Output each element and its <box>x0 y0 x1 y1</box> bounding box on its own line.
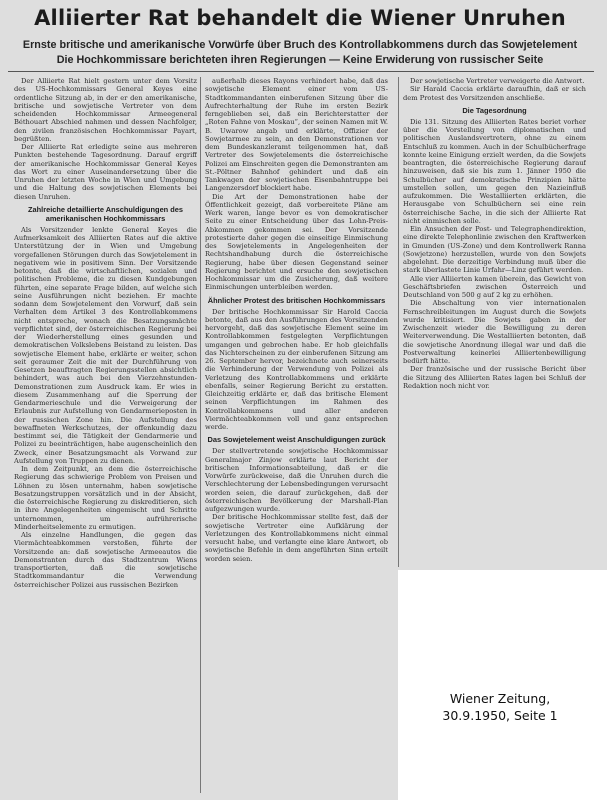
paragraph: Der sowjetische Vertreter verweigerte die Antwort. <box>410 77 585 85</box>
caption-background <box>398 570 607 800</box>
paragraph: Die Abschaltung von vier internationalen Fernschreibleitungen im August durch die Sowjets wurde kritisiert. Die Sowjets gaben in der Zwischenzeit wieder die Bewilligung zu deren Weiterverwendung. Die Westalliierten betonten, daß die sowjetische Anordnung illegal war und daß die Postverwaltung keinerlei Alliiertenbewilligung bedürft hätte. <box>403 299 586 365</box>
article-column-1 <box>14 77 197 795</box>
section-heading: Das Sowjetelement weist Anschuldigungen zurück <box>207 435 386 445</box>
column-divider-1 <box>200 77 201 793</box>
section-heading: Zahlreiche detaillierte Anschuldigungen des amerikanischen Hochkommissars <box>28 204 183 223</box>
paragraph: Die 131. Sitzung des Alliierten Rates beriet vorher über die Vorstellung von diplomatischen und politischen Auslandsvertretern, ohne zu einem Entschluß zu kommen. Auch in der Schulbücherfrage konnte keine Einigung erzielt werden, da die Sowjets beantragten, die österreichische Regierung darauf hinzuweisen, daß sie bis zum 1. Jänner 1950 die Schulbücher auf demokratische Prinzipien hätte umstellen sollen, um gegen den Nazieinfluß aufzukommen. Die Westalliierten erklärten, die Herausgabe von Schulbüchern sei eine rein österreichische Sache, in die sich der Alliierte Rat nicht einmischen solle. <box>403 117 586 225</box>
subheadline-1: Ernste britische und amerikanische Vorwürfe über Bruch des Kontrollabkommens durch das Sowjetelement <box>22 39 578 51</box>
article-column-3 <box>403 77 586 567</box>
paragraph: In dem Zeitpunkt, an dem die österreichische Regierung das schwierige Problem von Preisen und Löhnen zu lösen unternahm, haben sowjetische Besatzungstruppen vorsätzlich und in der Absicht, die österreichische Regierung zu diskreditieren, sich in ihre Angelegenheiten eingemischt und Schritte unternommen, um aufrührerische Minderheitselemente zu ermutigen. <box>14 465 197 531</box>
paragraph: Der stellvertretende sowjetische Hochkommissar Generalmajor Zinjow erklärte laut Bericht der britischen Informationsabteilung, daß er die Vorwürfe zurückweise, daß die Unruhen durch die Verschlechterung der Lebensbedingungen verursacht worden seien, die darauf zurückgehen, daß der österreichischen Bevölkerung der Marshall-Plan aufgezwungen wurde. <box>205 447 388 513</box>
paragraph: Der Alliierte Rat hielt gestern unter dem Vorsitz des US-Hochkommissars General Keyes eine ordentliche Sitzung ab, in der er den amerikanische, britische und sowjetische Vertreter von dem scheidenden Hochkommissar Armeegeneral Béthouart Abschied nahmen und dessen Nachfolger, den zivilen französischen Hochkommissar Payart, begrüßten. <box>14 77 197 143</box>
paragraph: Der britische Hochkommissar stellte fest, daß der sowjetische Vertreter eine Aufklärung der Verletzungen des Kontrollabkommens nicht einmal versucht habe, und verlangte eine klare Antwort, ob sowjetische Befehle in dem angeführten Sinn erteilt worden seien. <box>205 513 388 563</box>
paragraph: Als einzelne Handlungen, die gegen das Viermächteabkommen verstoßen, führte der Vorsitzende an: daß sowjetische Armeeautos die Demonstranten durch das Stadtzentrum Wiens transportierten, daß die sowjetische Stadtkommandantur die Verwendung österreichischer Polizei aus russischen Bezirken <box>14 531 197 589</box>
caption-line-2: 30.9.1950, Seite 1 <box>442 708 558 723</box>
caption-line-1: Wiener Zeitung, <box>449 691 551 706</box>
paragraph: Als Vorsitzender lenkte General Keyes die Aufmerksamkeit des Alliierten Rates auf die aktive Unterstützung der in Wien und Umgebung vorgefallenen Störungen durch das Sowjetelement in negativem wie in positivem Sinn. Der Vorsitzende betonte, daß die wirtschaftlichen, sozialen und politischen Probleme, die zu diesen Kundgebungen führten, eine separate Frage bilden, auf welche sich seine Ausführungen nicht beziehen. Er machte sodann dem Sowjetelement den Vorwurf, daß sein Verhalten dem Artikel 3 des Kontrollabkommens nicht entspreche, wonach die Besatzungsmächte verpflichtet sind, der österreichischen Regierung bei der Wiederherstellung eines gesunden und demokratischen Volkslebens Beistand zu leisten. Das sowjetische Element habe, erklärte er weiter, schon seit geraumer Zeit die mit der Durchführung von Gesetzen beauftragten Regierungsstellen absichtlich behindert, was auch bei den Vierzehnstunden-Demonstrationen zum Ausdruck kam. Er wies in diesem Zusammenhang auf die Sperrung der Gendarmerieschule und die Verweigerung der Erlaubnis zur Aufstellung von Gendarmerieposten in der russischen Zone hin. Die Aufstellung des bewaffneten Werkschutzes, der offenkundig dazu bestimmt sei, die Tätigkeit der Gendarmerie und Polizei zu beeinträchtigen, habe augenscheinlich den Zweck, einer Besatzungsmacht als Vorwand zur Aufstellung von Truppen zu dienen. <box>14 225 197 465</box>
paragraph: Der britische Hochkommissar Sir Harold Caccia betonte, daß aus den Ausführungen des Vorsitzenden hervorgeht, daß das sowjetische Element seine im Kontrollabkommen festgelegten Verpflichtungen umgangen und gebrochen habe. Er hob gleichfalls das Nichterscheinen zu der einberufenen Sitzung am 26. September hervor, bezeichnete auch seinerseits die Verhinderung der Verwendung von Polizei als Verletzung des Kontrollabkommens und erklärte ebenfalls, seiner Regierung Bericht zu erstatten. Gleichzeitig erklärte er, daß das britische Element seinen Verpflichtungen im Rahmen des Kontrollabkommens und aller anderen Viermächteabkommen voll und ganz entsprechen werde. <box>205 307 388 431</box>
source-caption <box>420 690 580 724</box>
subheadline-2: Die Hochkommissare berichteten ihren Regierungen — Keine Erwiderung von russischer Seite <box>56 54 544 66</box>
section-heading: Die Tagesordnung <box>462 105 527 115</box>
paragraph: Die Art der Demonstrationen habe der Öffentlichkeit gezeigt, daß vorbereitete Pläne am Werk waren, lange bevor es von demokratischer Seite zu einer Entscheidung über das Lohn-Preis-Abkommen gekommen sei. Der Vorsitzende protestierte daher gegen die einseitige Einmischung des Sowjetelements in Angelegenheiten der Rechtshandhabung durch die österreichische Regierung, habe über diesen Gegenstand seiner Regierung berichtet und ersuche den sowjetischen Hochkommissar um die Zusicherung, daß weitere Einmischungen unterbleiben werden. <box>205 192 388 292</box>
header-rule <box>8 71 594 72</box>
article-column-2 <box>205 77 388 795</box>
column-divider-2 <box>398 77 399 567</box>
paragraph: Sir Harald Caccia erklärte daraufhin, daß er sich dem Protest des Vorsitzenden anschließe. <box>403 85 586 102</box>
paragraph: außerhalb dieses Rayons verhindert habe, daß das sowjetische Element einer vom US-Stadtkommandanten einberufenen Sitzung über die Aufrechterhaltung der Ruhe im ersten Bezirk ferngeblieben sei, daß ein Berichterstatter der „Roten Fahne von Moskau“, der seinen Namen mit W. B. Uwarow angab und erklärte, Offizier der Sowjetarmee zu sein, an den Demonstrationen vor dem Bundeskanzleramt teilgenommen hat, daß Vertreter des Sowjetelements die österreichische Polizei am Einschreiten gegen die Demonstranten am St.-Pöltner Bahnhof gehindert und daß ein Tankwagen der sowjetischen Eisenbahntruppe bei Langenzersdorf blockiert habe. <box>205 77 388 193</box>
paragraph: Alle vier Alliierten kamen überein, das Gewicht von Geschäftsbriefen zwischen Österreich und Deutschland von 500 g auf 2 kg zu erhöhen. <box>403 274 586 299</box>
paragraph: Ein Ansuchen der Post- und Telegraphendirektion, eine direkte Telephonlinie zwischen den Kraftwerken in Gmunden (US-Zone) und dem Kontrollwerk Ranna (Sowjetzone) herzustellen, wurde von den Sowjets abgelehnt. Die derzeitige Verbindung muß über die stark überlastete Linie Urfahr—Linz geführt werden. <box>403 225 586 275</box>
paragraph: Der Alliierte Rat erledigte seine aus mehreren Punkten bestehende Tagesordnung. Darauf ergriff der amerikanische Hochkommissar General Keyes das Wort zu einer Auseinandersetzung über die Unruhen der letzten Woche in Wien und Umgebung und die Haltung des sowjetischen Elements bei diesen Unruhen. <box>14 143 197 201</box>
headline: Alliierter Rat behandelt die Wiener Unruhen <box>34 6 566 30</box>
section-heading: Ähnlicher Protest des britischen Hochkommissars <box>207 295 386 305</box>
paragraph: Der französische und der russische Bericht über die Sitzung des Alliierten Rates lagen bei Schluß der Redaktion noch nicht vor. <box>403 365 586 390</box>
